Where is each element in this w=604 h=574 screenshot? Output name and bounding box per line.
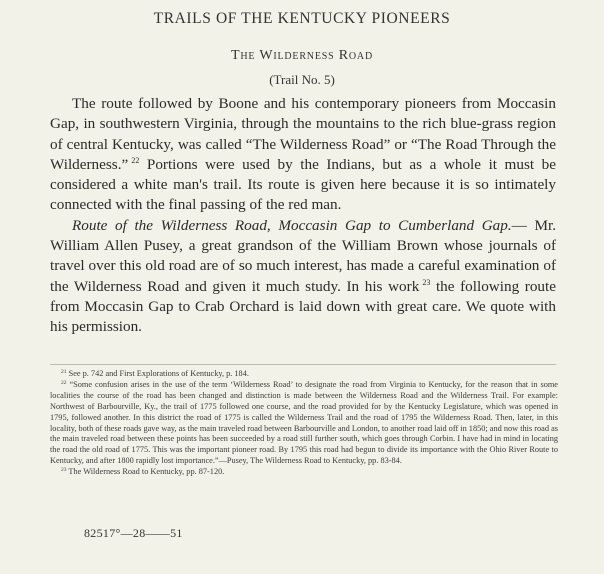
footnote-number: 22 xyxy=(61,379,67,386)
footnote-text: The Wilderness Road to Kentucky, pp. 87-120. xyxy=(66,467,225,477)
footnote-number: 21 xyxy=(61,369,67,375)
paragraph-route xyxy=(50,216,556,338)
paragraph-intro xyxy=(50,94,556,216)
paragraph-route-text-b: the following route from Moccasin Gap to Crab Orchard is laid down with great care. We quote with his permission. xyxy=(50,277,556,336)
route-heading: Route of the Wilderness Road, Moccasin Gap to Cumberland Gap. xyxy=(72,216,512,234)
footnotes xyxy=(50,369,558,478)
footnote-text: See p. 742 and First Explorations of Kentucky, p. 184. xyxy=(66,369,249,378)
footnote-ref-23: 23 xyxy=(422,277,431,287)
footnote-23 xyxy=(50,467,558,478)
paragraph-route-text-a: — Mr. William Allen Pusey, a great grandson of the William Brown whose journals of travel over this old road are of so much interest, has made a careful examination of the Wilderness Road and given it much study. In his work xyxy=(50,216,556,295)
running-head: TRAILS OF THE KENTUCKY PIONEERS xyxy=(153,10,451,27)
body-text xyxy=(50,94,556,338)
footnote-divider xyxy=(50,364,556,365)
printer-signature-mark: 82517°—28——51 xyxy=(84,526,183,540)
paragraph-intro-text-a: The route followed by Boone and his contemporary pioneers from Moccasin Gap, in southwestern Virginia, through the mountains to the rich blue-grass region of central Kentucky, was called “The Wilderness Road” or “The Road Through the Wilderness.” xyxy=(50,95,556,173)
trail-number: (Trail No. 5) xyxy=(269,72,335,87)
footnote-22 xyxy=(50,380,558,467)
footnote-text: “Some confusion arises in the use of the term ‘Wilderness Road’ to designate the road from Virginia to Kentucky, for the reason that in some localities the course of the road has been changed and distinction is made between the Wilderness Road and the Wilderness Trail. For example: Northwest of Barbourville, Ky., the trail of 1775 followed one course, and the road provided for by the Kentucky Legislature, which was opened in 1795, followed another. In this district the road of 1775 is called the Wilderness Trail and the road of 1795 the Wilderness Road. Then, later, in this locality, both of these roads gave way, as the main traveled road between Barbourville and London, to another road laid off in 1850; and now this road as the main traveled road between these points has been succeeded by a road still further south, which goes through Corbin. I have had in mind in locating the road the old road of 1775. This was the important pioneer road. By 1795 this road had begun to divide its importance with the Ohio River Route to Kentucky, and after 1800 rapidly lost importance.”—Pusey, The Wilderness Road to Kentucky, pp. 83-84. xyxy=(50,379,558,466)
footnote-21 xyxy=(50,369,558,380)
chapter-title: The Wilderness Road xyxy=(231,48,373,63)
footnote-ref-22: 22 xyxy=(131,155,140,165)
footnote-number: 23 xyxy=(61,467,67,474)
paragraph-intro-text-b: Portions were used by the Indians, but as a whole it must be considered a white man's trail. Its route is given here because it is so intimately connected with the final passing of the red man. xyxy=(50,155,556,214)
